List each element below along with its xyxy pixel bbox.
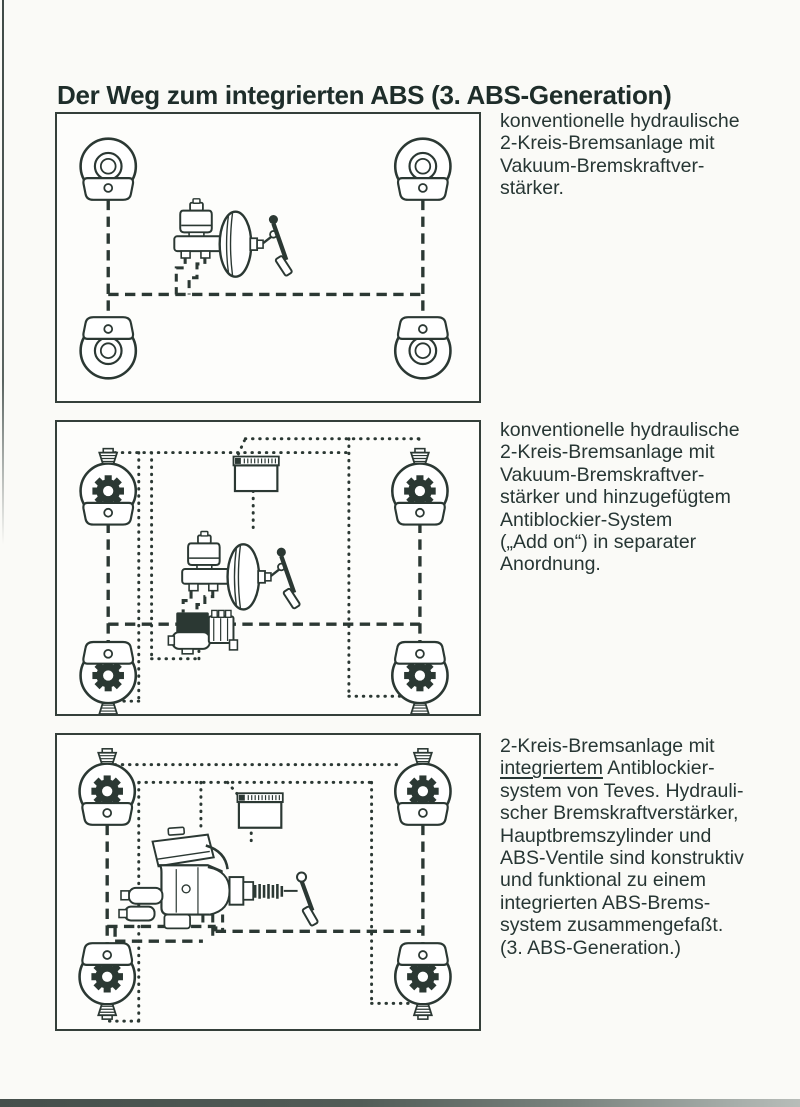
abs-hydraulic-unit	[168, 610, 237, 653]
abs-ecu	[237, 793, 282, 828]
hydraulic-line-network	[108, 200, 423, 317]
wheel-rear-right	[395, 317, 450, 378]
wheel-rear-left	[80, 943, 135, 1019]
master-cylinder-booster-pedal	[174, 199, 292, 277]
caption-stage-1: konventionelle hydraulische 2-Kreis-Bremsanlage mit Vakuum-Bremskraftver- stärker.	[500, 110, 740, 200]
wheel-front-left	[81, 139, 136, 200]
wheel-front-left	[80, 749, 135, 825]
diagram-stage-2	[55, 420, 481, 716]
wheel-rear-left	[81, 317, 136, 378]
abs-ecu	[233, 457, 278, 492]
wheel-front-right	[392, 449, 447, 525]
wheel-front-right	[395, 139, 450, 200]
wheel-rear-left	[81, 642, 136, 714]
wheel-front-left	[81, 449, 136, 525]
diagram-stage-3	[55, 733, 481, 1031]
photo-edge-bar	[0, 1099, 800, 1107]
caption-stage-3: 2-Kreis-Bremsanlage mit integriertem Antiblockier- system von Teves. Hydrauli- scher Bremskraftverstärker, Hauptbremszylinder und ABS-Ventile sind konstruktiv und funktional zu einem integrierten ABS-Brems- system zusammengefaßt. (3. ABS-Generation.)	[500, 735, 744, 959]
wheel-front-right	[395, 749, 450, 825]
page-title: Der Weg zum integrierten ABS (3. ABS-Generation)	[57, 80, 672, 111]
caption-stage-2: konventionelle hydraulische 2-Kreis-Bremsanlage mit Vakuum-Bremskraftver- stärker und hinzugefügtem Antiblockier-System („Add on“) in separater Anordnung.	[500, 419, 740, 576]
wheel-rear-right	[395, 943, 450, 1019]
master-cylinder-booster-pedal	[182, 532, 300, 610]
integrated-abs-unit	[119, 827, 318, 928]
photo-edge-line	[2, 0, 4, 545]
wheel-rear-right	[392, 642, 447, 714]
diagram-stage-1	[55, 112, 481, 403]
